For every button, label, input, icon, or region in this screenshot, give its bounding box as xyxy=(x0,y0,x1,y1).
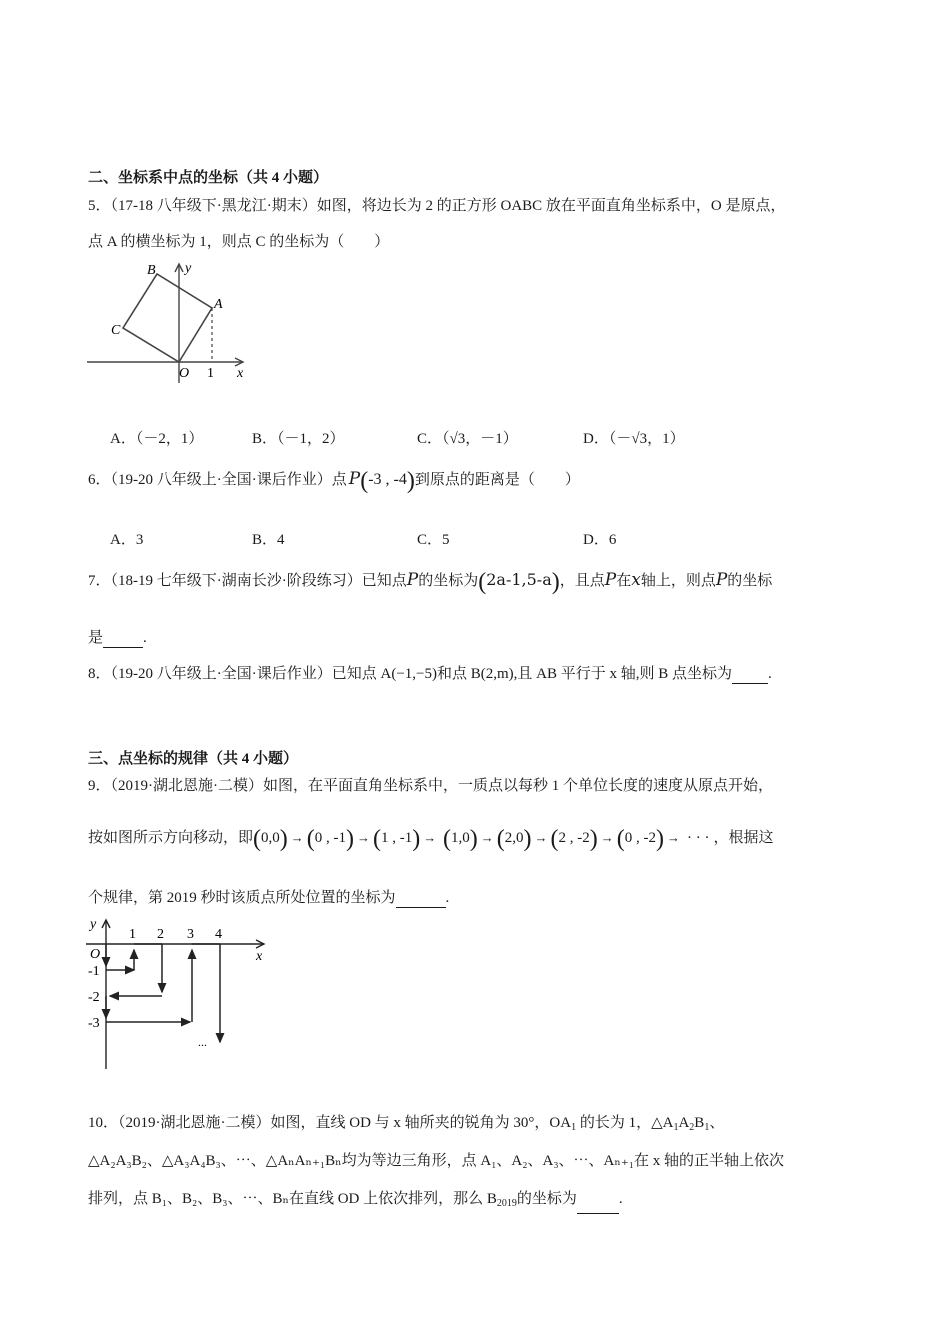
q5-line2: 点 A 的横坐标为 1，则点 C 的坐标为（ ） xyxy=(88,234,390,250)
q6-option-b[interactable]: B．4 xyxy=(252,532,285,548)
section-title-3: 三、点坐标的规律（共 4 小题） xyxy=(88,751,299,767)
q8-answer-blank[interactable] xyxy=(732,667,768,684)
tick-m3: -3 xyxy=(88,1016,100,1031)
q10-line1: 10．（2019·湖北恩施·二模）如图，直线 OD 与 x 轴所夹的锐角为 30°，$OA_1$ 的长为 1，$\triangle A_1A_2B_1$、 xyxy=(88,1115,725,1133)
label-y: y xyxy=(90,917,97,932)
q9-answer-blank[interactable] xyxy=(396,891,446,908)
label-O: O xyxy=(179,366,190,381)
q5-option-d[interactable]: D．（－√3，1） xyxy=(583,431,685,447)
q7-answer-blank[interactable] xyxy=(103,631,143,648)
q9-line2: 按如图所示方向移动，即(0,0) → (0 , -1) → (1 , -1) → (1,0) → (2,0) → (2 , -2) → (0 , -2) → · · · ，根据这 xyxy=(88,826,774,852)
q9-figure xyxy=(86,914,271,1074)
q9-line3: 个规律，第 2019 秒时该质点所处位置的坐标为 . xyxy=(88,890,450,906)
q5-option-c[interactable]: C．（√3，－1） xyxy=(417,431,518,447)
q5-line1: 5．（17-18 八年级下·黑龙江·期末）如图，将边长为 2 的正方形 OABC 放在平面直角坐标系中，O 是原点， xyxy=(88,198,786,214)
label-O: O xyxy=(90,947,101,962)
label-C: C xyxy=(111,323,121,338)
q10-line3: 排列，点 B₁、B₂、B₃、⋯、Bₙ在直线 OD 上依次排列，那么 $B_{2019}$的坐标为 . xyxy=(88,1189,623,1214)
label-1: 1 xyxy=(207,366,214,381)
q9-line1: 9．（2019·湖北恩施·二模）如图，在平面直角坐标系中，一质点以每秒 1 个单位长度的速度从原点开始， xyxy=(88,778,773,794)
tick-m1: -1 xyxy=(88,964,100,979)
q6-option-d[interactable]: D．6 xyxy=(583,532,617,548)
label-dots: ... xyxy=(198,1035,207,1049)
q5-option-b[interactable]: B．（－1，2） xyxy=(252,431,345,447)
q6-option-a[interactable]: A．3 xyxy=(110,532,144,548)
q7-line2: 是 . xyxy=(88,630,147,646)
label-A: A xyxy=(214,297,223,312)
tick-4: 4 xyxy=(215,927,222,942)
tick-2: 2 xyxy=(157,927,164,942)
q6-stem: 6．（19-20 八年级上·全国·课后作业）点 P(-3 , -4)到原点的距离是（ ） xyxy=(88,468,580,494)
q5-figure xyxy=(85,258,260,388)
q10-line2: △A₂A₃B₂、△A₃A₄B₃、⋯、△AₙAₙ₊₁Bₙ均为等边三角形，点 A₁、A₂、A₃、⋯、Aₙ₊₁在 x 轴的正半轴上依次 xyxy=(88,1153,785,1169)
label-x: x xyxy=(256,949,263,964)
label-B: B xyxy=(147,263,156,278)
q10-answer-blank[interactable] xyxy=(577,1197,619,1214)
q8-stem: 8．（19-20 八年级上·全国·课后作业）已知点 A(−1,−5)和点 B(2,m),且 AB 平行于 x 轴,则 B 点坐标为 . xyxy=(88,666,772,682)
tick-m2: -2 xyxy=(88,990,100,1005)
section-title-2: 二、坐标系中点的坐标（共 4 小题） xyxy=(88,170,329,186)
label-x: x xyxy=(237,366,244,381)
tick-1: 1 xyxy=(129,927,136,942)
q5-option-a[interactable]: A．（－2，1） xyxy=(110,431,204,447)
square-oabc xyxy=(123,274,212,362)
tick-3: 3 xyxy=(187,927,194,942)
q6-option-c[interactable]: C．5 xyxy=(417,532,450,548)
label-y: y xyxy=(185,261,192,276)
q7-stem: 7．（18-19 七年级下·湖南长沙·阶段练习）已知点P的坐标为(2a-1,5-a)，且点P在x轴上，则点P的坐标 xyxy=(88,569,773,595)
